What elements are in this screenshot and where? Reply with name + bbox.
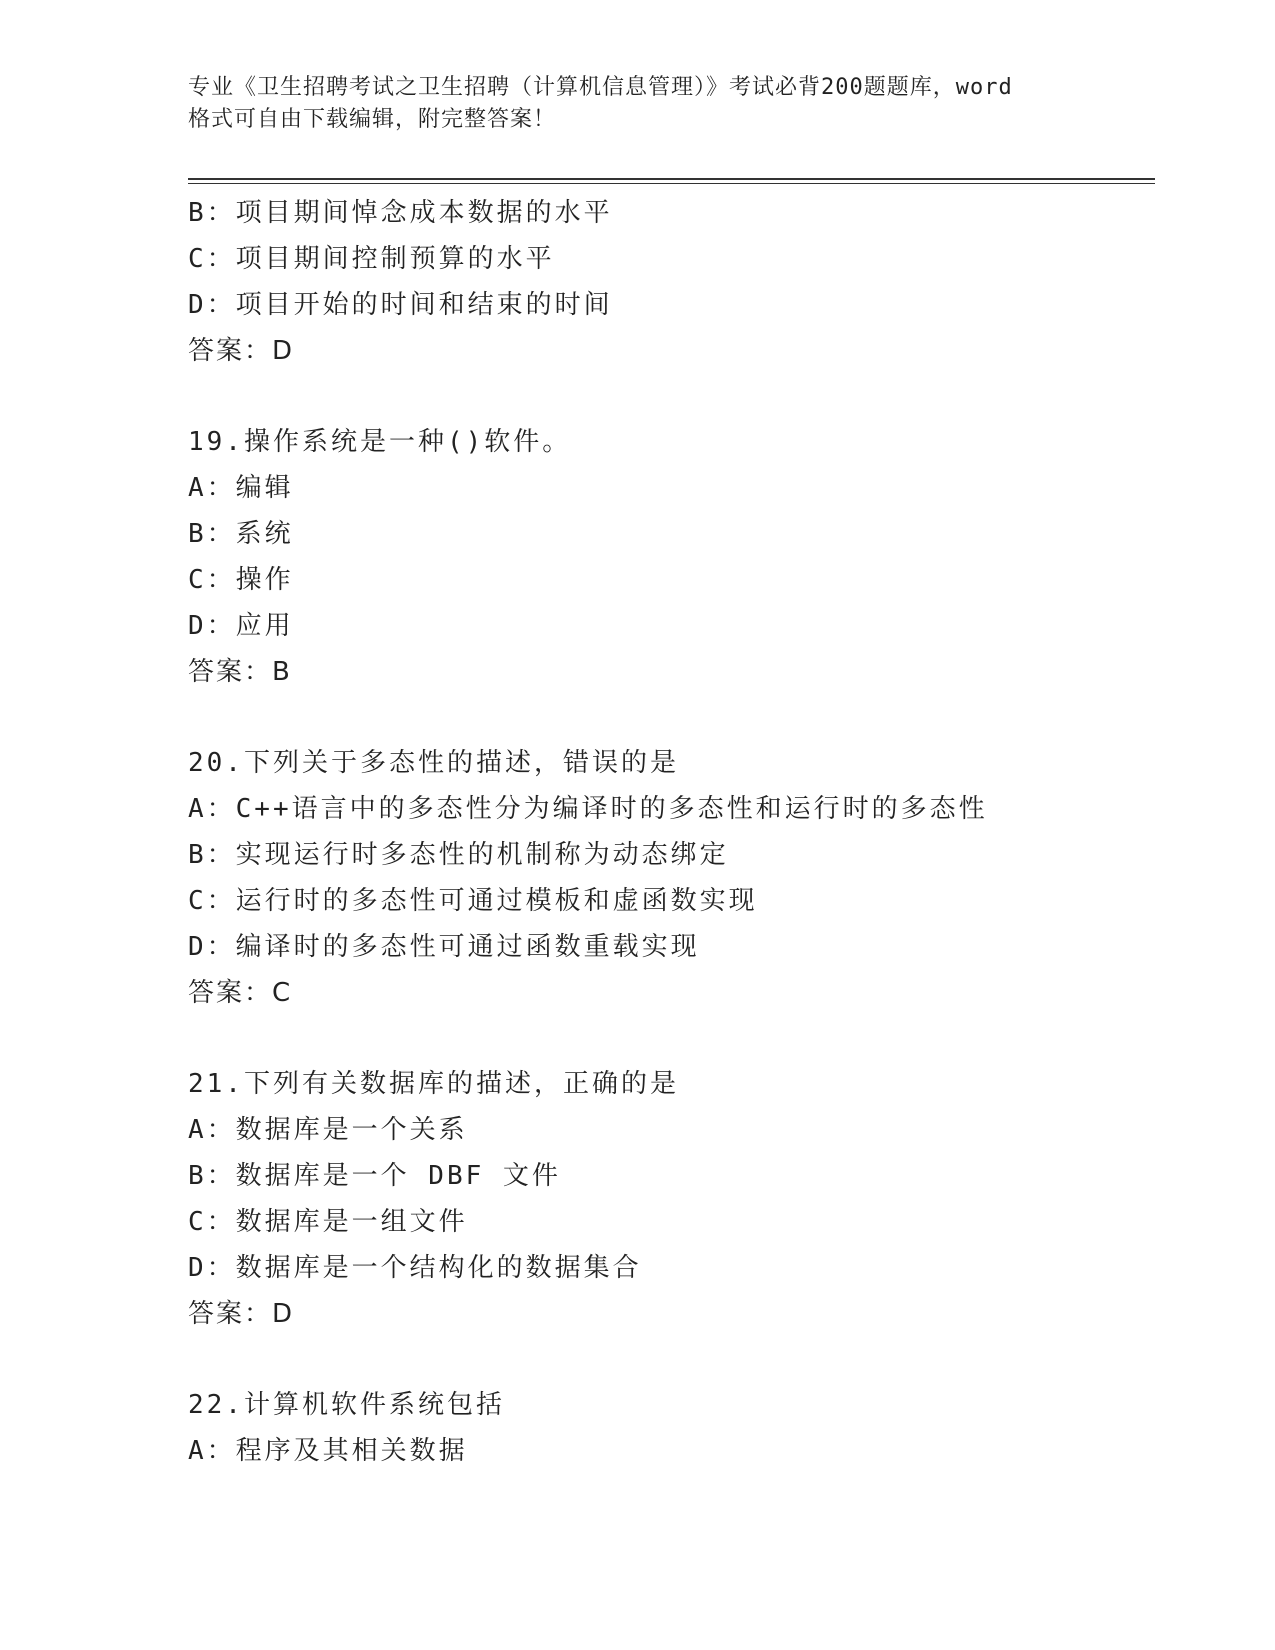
question-block-20 [188,740,1148,1016]
answer-line: 答案：D [188,1299,295,1329]
option-d: D：数据库是一个结构化的数据集合 [188,1253,642,1283]
option-d: D：项目开始的时间和结束的时间 [188,290,613,320]
question-block-prev [188,190,1148,374]
option-b: B：系统 [188,519,294,549]
question-block-21 [188,1061,1148,1337]
spacer [188,1337,1148,1382]
question-block-22 [188,1382,1148,1474]
spacer [188,695,1148,740]
option-b: B：实现运行时多态性的机制称为动态绑定 [188,840,729,870]
option-c: C：运行时的多态性可通过模板和虚函数实现 [188,886,758,916]
question-list [188,190,1148,1474]
spacer [188,1016,1148,1061]
answer-line: 答案：D [188,336,295,366]
question-stem: 19.操作系统是一种()软件。 [188,427,572,457]
option-a: A：程序及其相关数据 [188,1436,468,1466]
option-a: A：编辑 [188,473,294,503]
question-stem: 22.计算机软件系统包括 [188,1390,505,1420]
option-d: D：编译时的多态性可通过函数重载实现 [188,932,700,962]
option-c: C：项目期间控制预算的水平 [188,244,555,274]
header-divider-thick [188,178,1155,180]
option-b: B：项目期间悼念成本数据的水平 [188,198,613,228]
answer-line: 答案：B [188,657,292,687]
spacer [188,374,1148,419]
option-a: A：C++语言中的多态性分为编译时的多态性和运行时的多态性 [188,794,988,824]
option-c: C：数据库是一组文件 [188,1207,468,1237]
question-block-19 [188,419,1148,695]
option-c: C：操作 [188,565,294,595]
question-stem: 21.下列有关数据库的描述，正确的是 [188,1069,679,1099]
question-stem: 20.下列关于多态性的描述，错误的是 [188,748,679,778]
document-header [188,72,1088,136]
answer-line: 答案：C [188,978,293,1008]
option-a: A：数据库是一个关系 [188,1115,468,1145]
option-d: D：应用 [188,611,294,641]
option-b: B：数据库是一个 DBF 文件 [188,1161,561,1191]
header-divider-thin [188,183,1155,184]
header-line-2: 格式可自由下载编辑，附完整答案！ [188,107,557,132]
header-line-1: 专业《卫生招聘考试之卫生招聘（计算机信息管理）》考试必背200题题库，word [188,75,1013,100]
